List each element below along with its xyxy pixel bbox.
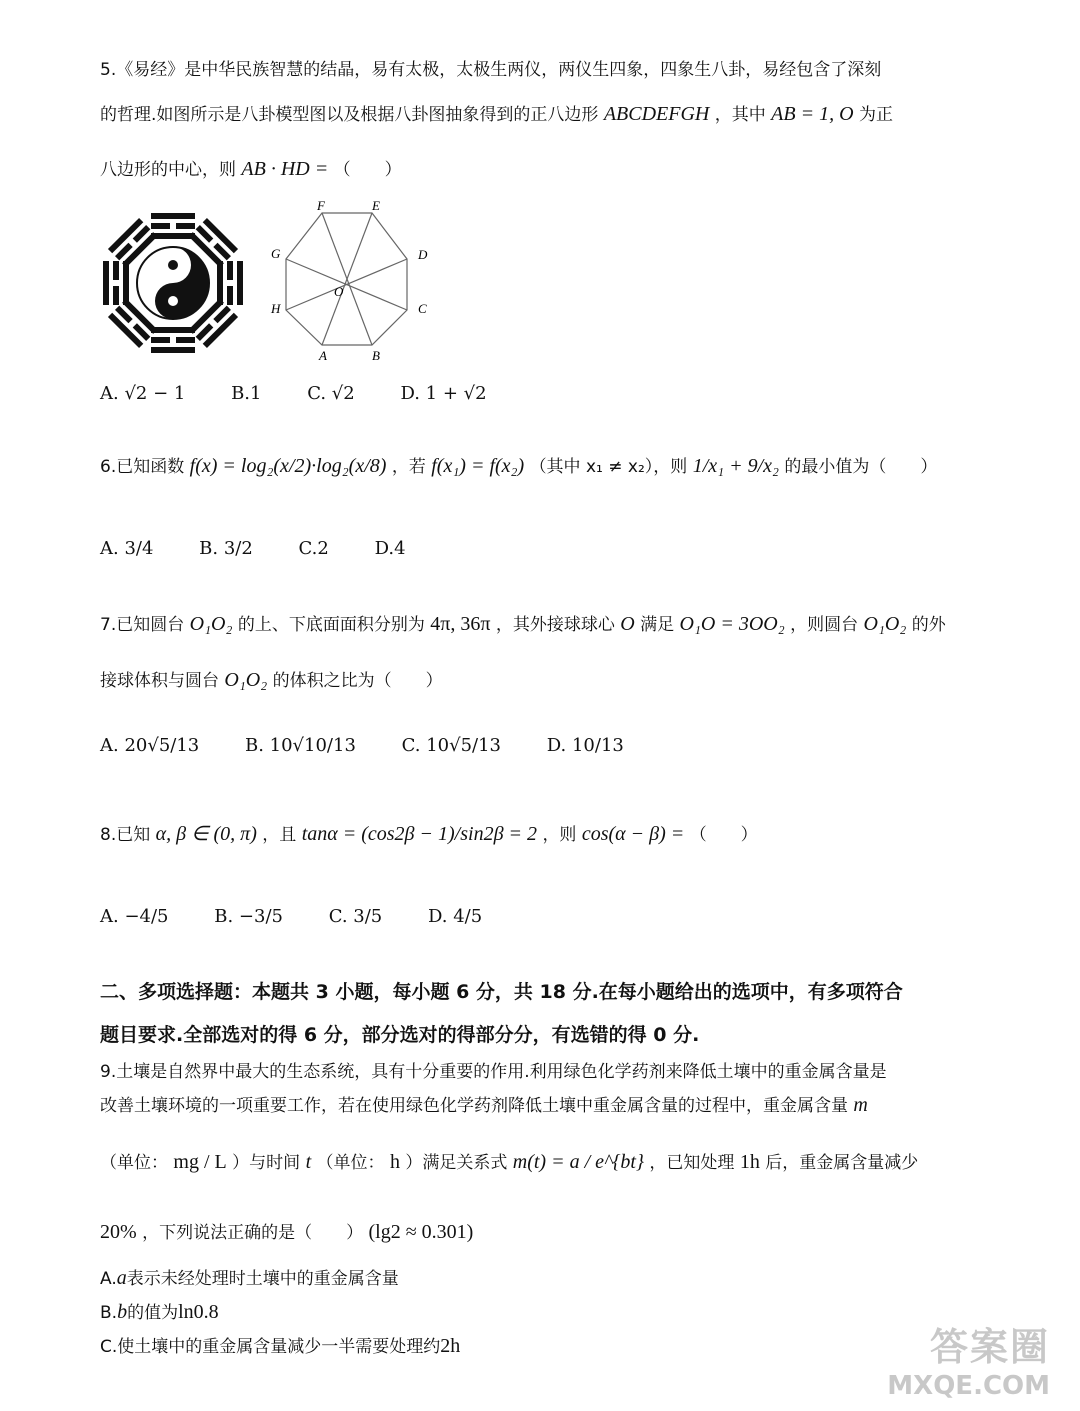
- q5-blank: （ ）: [333, 160, 402, 180]
- q6-expression: 1/x₁ + 9/x₂: [692, 455, 779, 477]
- q9-text: （单位：: [316, 1153, 385, 1173]
- q5-text: ，其中: [714, 105, 766, 125]
- q9-unit-mgl: mg / L: [173, 1151, 227, 1173]
- watermark-top: 答案圈: [929, 1325, 1050, 1369]
- q5-line1: 5.《易经》是中华民族智慧的结晶，易有太极，太极生两仪，两仪生四象，四象生八卦，易经包含了深刻: [100, 60, 882, 80]
- label-E: E: [372, 198, 380, 213]
- q9-option-c-value: 2h: [440, 1335, 461, 1357]
- label-A: A: [319, 348, 327, 363]
- q8-stem: [100, 820, 758, 846]
- q5-option-a[interactable]: A. √2 − 1: [100, 383, 186, 404]
- bagua-figure: [98, 208, 248, 358]
- q9-option-b-value: ln0.8: [178, 1301, 219, 1323]
- q5-ab-value: AB = 1, O: [771, 103, 854, 125]
- q7-text: 的外: [911, 615, 946, 635]
- q7-text: 7.已知圆台: [100, 615, 185, 635]
- q5-text: 为正: [858, 105, 893, 125]
- label-B: B: [372, 348, 380, 363]
- label-D: D: [418, 247, 428, 262]
- q5-options: [100, 383, 527, 404]
- q8-text: 8.已知: [100, 825, 151, 845]
- q5-option-d[interactable]: D. 1 + √2: [400, 383, 487, 404]
- label-G: G: [271, 246, 281, 261]
- q6-text: ，若: [391, 457, 426, 477]
- q5-line2: [100, 100, 893, 126]
- q8-condition: tanα = (cos2β − 1)/sin2β = 2: [301, 823, 538, 845]
- q7-line1: [100, 610, 946, 636]
- q8-text: ，且: [262, 825, 297, 845]
- q7-center: O: [620, 613, 635, 635]
- q6-option-d[interactable]: D.4: [374, 538, 406, 559]
- q6-function: f(x) = log₂(x/2)·log₂(x/8): [189, 455, 387, 477]
- q8-blank: （ ）: [689, 825, 758, 845]
- q7-line2: [100, 666, 443, 692]
- q7-vector-condition: O₁O = 3OO₂: [679, 613, 785, 635]
- q7-option-b[interactable]: B. 10√10/13: [244, 735, 356, 756]
- label-H: H: [271, 301, 281, 316]
- q7-text: ，则圆台: [790, 615, 859, 635]
- q9-option-a-text: 表示未经处理时土壤中的重金属含量: [126, 1269, 399, 1289]
- q6-text: 6.已知函数: [100, 457, 185, 477]
- q9-var-a: a: [116, 1267, 127, 1289]
- q9-text: ，下列说法正确的是（ ）: [142, 1223, 364, 1243]
- q5-octagon-name: ABCDEFGH: [603, 103, 710, 125]
- q5-vector-expression: AB · HD =: [241, 158, 329, 180]
- q7-areas: 4π, 36π: [430, 613, 491, 635]
- q7-text: 接球体积与圆台: [100, 671, 219, 691]
- q8-target: cos(α − β) =: [581, 823, 685, 845]
- q6-options: [100, 538, 446, 559]
- q7-blank: 的体积之比为（ ）: [272, 671, 443, 691]
- q7-option-a[interactable]: A. 20√5/13: [100, 735, 200, 756]
- q9-option-a[interactable]: [100, 1264, 399, 1290]
- q9-option-b-label: B.: [100, 1303, 118, 1323]
- q9-line2: [100, 1091, 868, 1117]
- q7-option-d[interactable]: D. 10/13: [546, 735, 624, 756]
- q9-option-b[interactable]: [100, 1298, 219, 1324]
- trigram: [151, 213, 195, 239]
- q6-option-b[interactable]: B. 3/2: [199, 538, 253, 559]
- q5-option-b[interactable]: B.1: [231, 383, 262, 404]
- q7-frustum: O₁O₂: [863, 613, 907, 635]
- q5-text: 的哲理.如图所示是八卦模型图以及根据八卦图抽象得到的正八边形: [100, 105, 599, 125]
- q9-text: （单位：: [100, 1153, 168, 1173]
- label-O: O: [334, 284, 344, 299]
- q8-text: ，则: [542, 825, 577, 845]
- label-C: C: [418, 301, 427, 316]
- q6-option-c[interactable]: C.2: [298, 538, 329, 559]
- q5-line3: [100, 155, 402, 181]
- q9-text: ）满足关系式: [405, 1153, 508, 1173]
- q7-options: [100, 735, 664, 756]
- q9-text: 改善土壤环境的一项重要工作，若在使用绿色化学药剂降低土壤中重金属含量的过程中，重金属含量: [100, 1096, 848, 1116]
- section2-title-line1: 二、多项选择题：本题共 3 小题，每小题 6 分，共 18 分.在每小题给出的选项中，有多项符合: [100, 981, 903, 1003]
- q6-option-a[interactable]: A. 3/4: [100, 538, 154, 559]
- q8-option-a[interactable]: A. −4/5: [100, 906, 169, 927]
- q9-text: 后，重金属含量减少: [765, 1153, 919, 1173]
- q9-time-1h: 1h: [739, 1151, 760, 1173]
- octagon-figure: [262, 198, 442, 368]
- q9-var-t: t: [305, 1151, 312, 1173]
- q8-domain: α, β ∈ (0, π): [155, 823, 257, 845]
- q6-condition: f(x₁) = f(x₂): [431, 455, 525, 477]
- q7-text: 的上、下底面面积分别为: [237, 615, 425, 635]
- label-F: F: [317, 198, 325, 213]
- q9-line1: 9.土壤是自然界中最大的生态系统，具有十分重要的作用.利用绿色化学药剂来降低土壤中的重金属含量是: [100, 1062, 887, 1082]
- q7-text: 满足: [640, 615, 675, 635]
- q8-options: [100, 906, 522, 927]
- q9-option-c[interactable]: [100, 1332, 460, 1358]
- q9-text: ）与时间: [232, 1153, 301, 1173]
- q9-unit-h: h: [389, 1151, 400, 1173]
- q8-option-b[interactable]: B. −3/5: [214, 906, 283, 927]
- q9-option-a-label: A.: [100, 1269, 117, 1289]
- q9-lg2-hint: (lg2 ≈ 0.301): [368, 1221, 474, 1243]
- q9-option-b-text: 的值为: [127, 1303, 179, 1323]
- q6-text: （其中 x₁ ≠ x₂），则: [529, 457, 688, 477]
- q8-option-d[interactable]: D. 4/5: [427, 906, 483, 927]
- q9-text: ，已知处理: [649, 1153, 735, 1173]
- q9-var-b: b: [117, 1301, 128, 1323]
- q9-percent: 20%: [100, 1221, 137, 1243]
- q6-blank: 的最小值为（ ）: [784, 457, 938, 477]
- section2-title-line2: 题目要求.全部选对的得 6 分，部分选对的得部分分，有选错的得 0 分.: [100, 1024, 700, 1046]
- q5-option-c[interactable]: C. √2: [307, 383, 355, 404]
- q9-option-c-text: C.使土壤中的重金属含量减少一半需要处理约: [100, 1337, 441, 1357]
- q7-frustum: O₁O₂: [224, 669, 268, 691]
- q7-frustum: O₁O₂: [189, 613, 233, 635]
- q6-stem: [100, 452, 937, 478]
- q9-formula: m(t) = a / e^{bt}: [512, 1151, 644, 1173]
- watermark-bottom: MXQE.COM: [887, 1371, 1050, 1401]
- q7-text: ，其外接球球心: [495, 615, 615, 635]
- q8-option-c[interactable]: C. 3/5: [328, 906, 383, 927]
- q9-line3: [100, 1148, 918, 1174]
- q5-text: 八边形的中心，则: [100, 160, 236, 180]
- q9-line4: [100, 1218, 473, 1244]
- watermark-logo: [887, 1316, 1050, 1401]
- q7-option-c[interactable]: C. 10√5/13: [401, 735, 502, 756]
- q9-var-m: m: [853, 1094, 868, 1116]
